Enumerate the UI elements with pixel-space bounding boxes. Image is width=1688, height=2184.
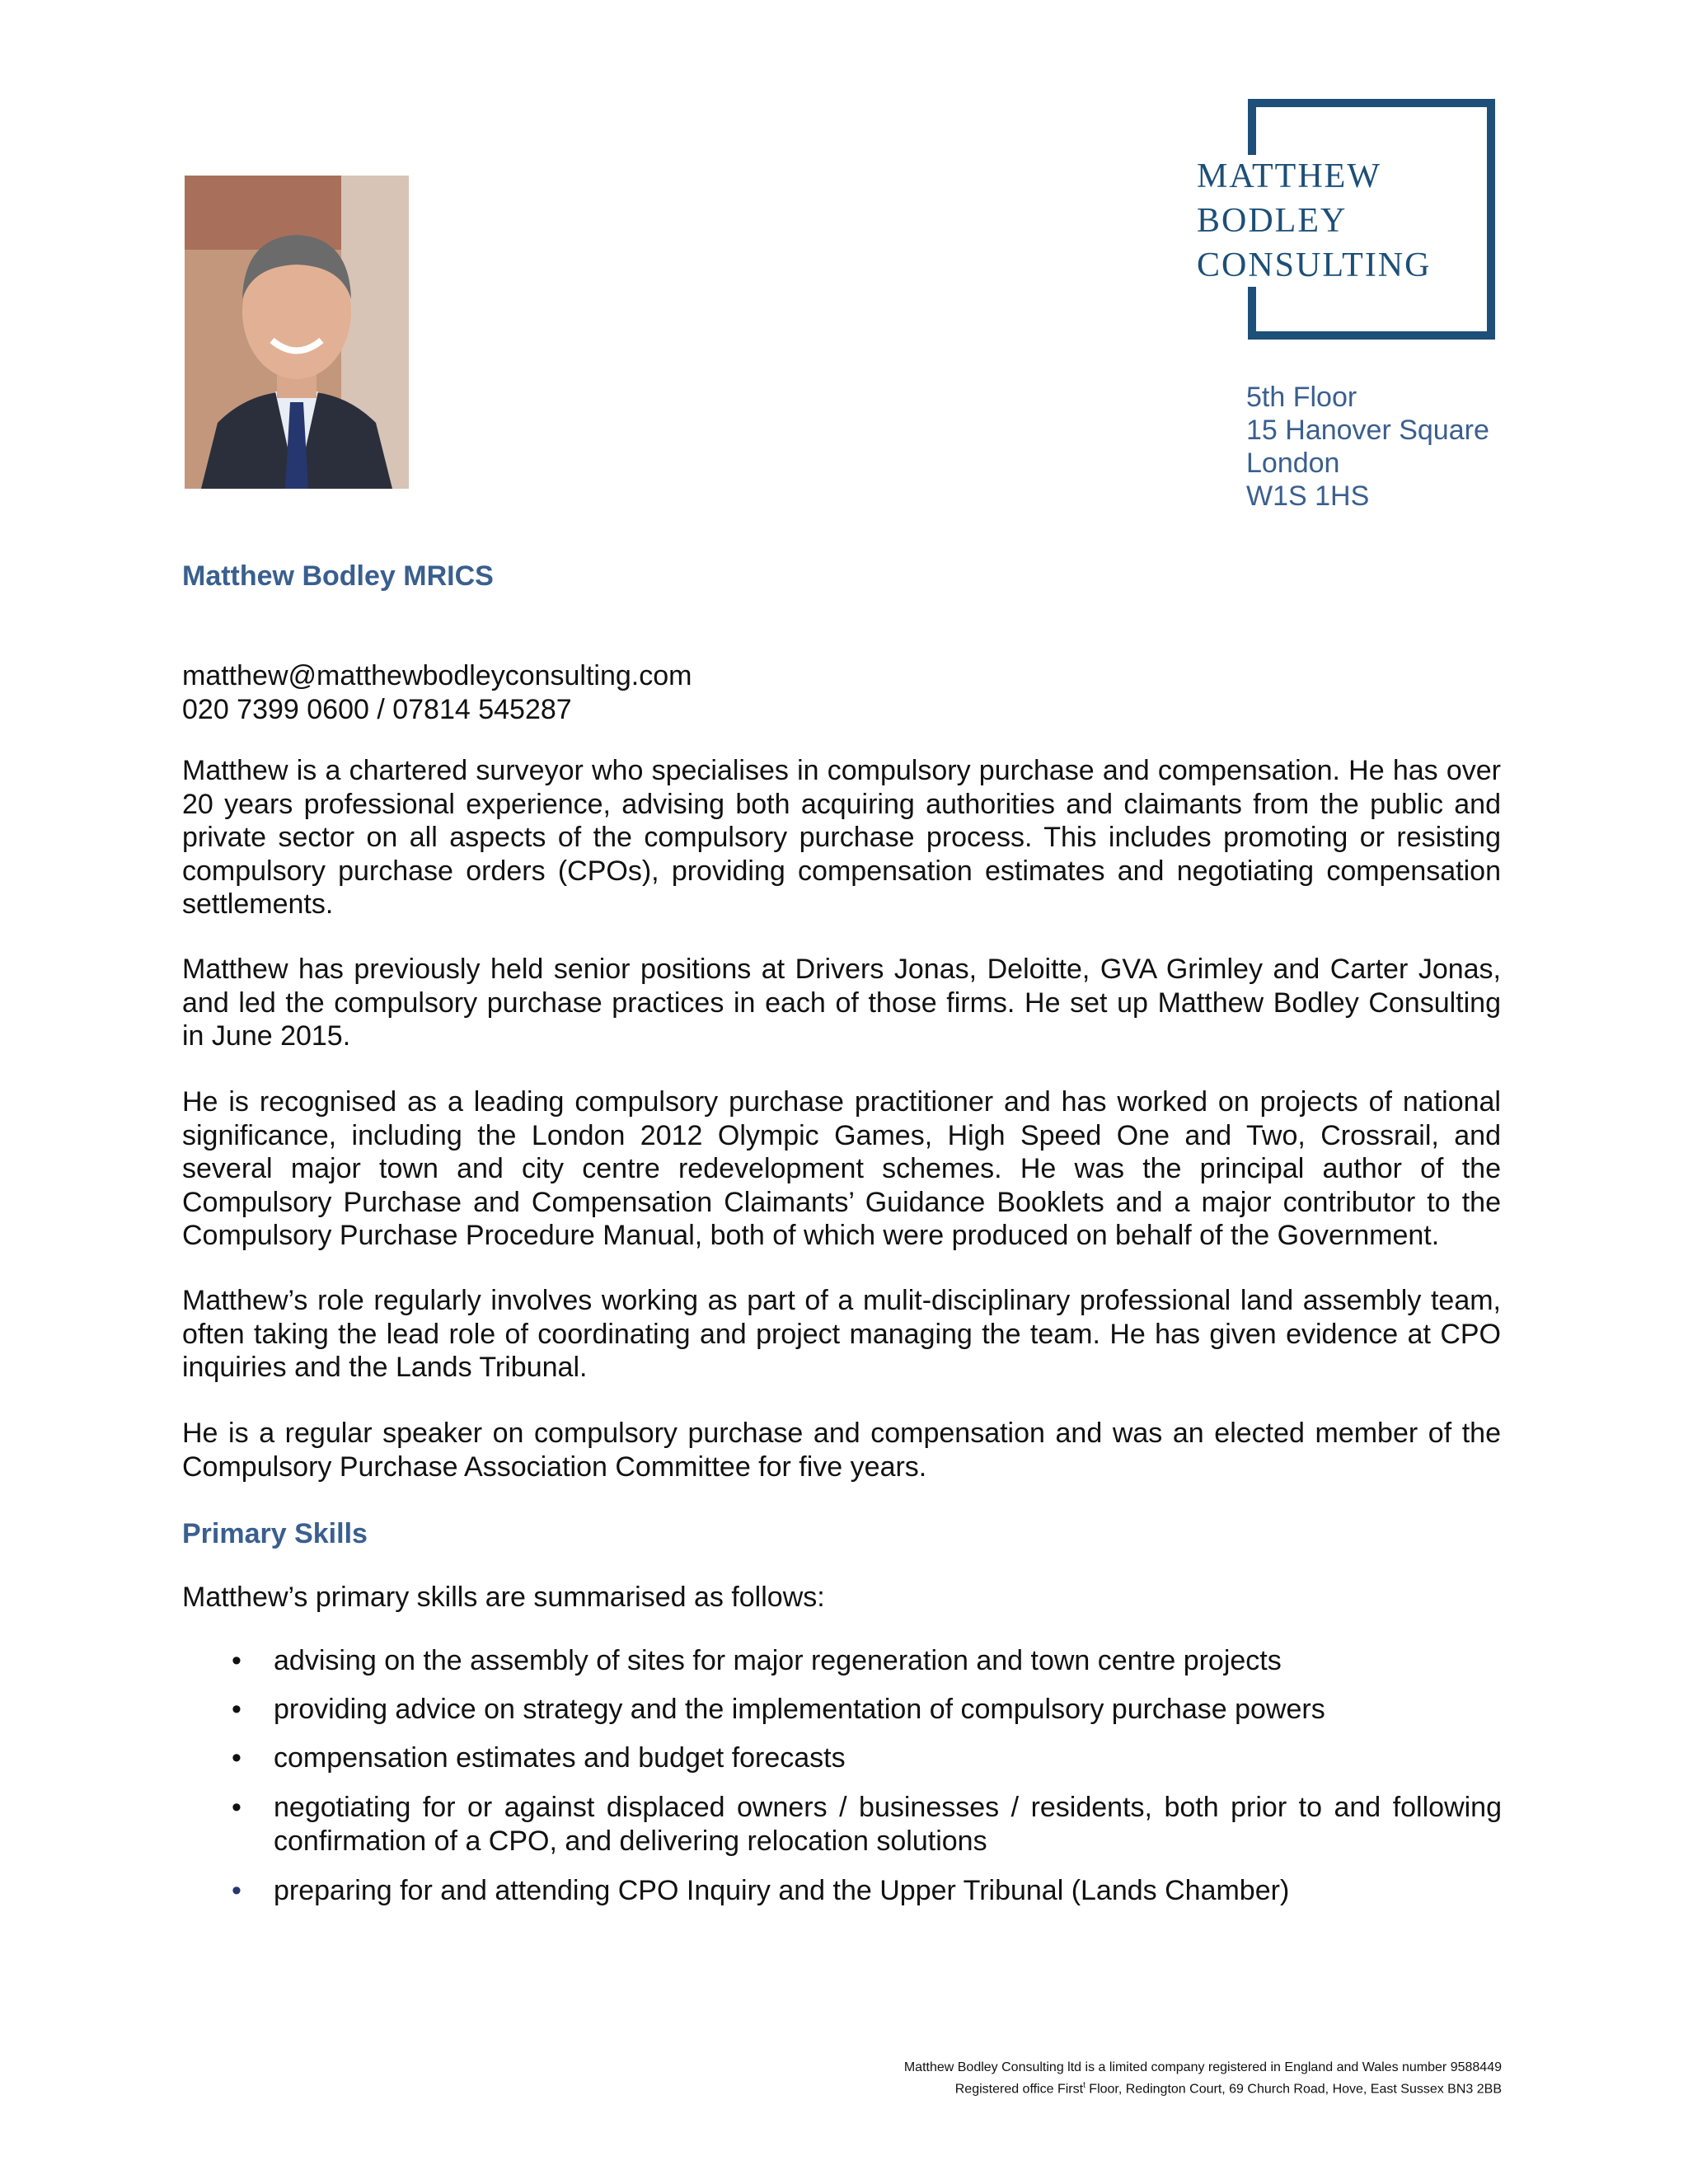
address-line: London <box>1246 448 1340 479</box>
bullet-icon: • <box>232 1645 241 1676</box>
profile-name: Matthew Bodley MRICS <box>182 560 494 592</box>
list-item-text: compensation estimates and budget forecasts <box>274 1742 846 1774</box>
bio-paragraph: He is a regular speaker on compulsory purchase and compensation and was an elected member of the Compulsory Purchase Association Committee for five years. <box>182 1418 1501 1483</box>
address-line: 15 Hanover Square <box>1246 415 1489 446</box>
bullet-icon: • <box>232 1875 241 1906</box>
profile-photo <box>185 176 409 489</box>
list-item-text: preparing for and attending CPO Inquiry and the Upper Tribunal (Lands Chamber) <box>274 1875 1290 1906</box>
bio-paragraph: Matthew has previously held senior positions at Drivers Jonas, Deloitte, GVA Grimley and Carter Jonas, and led the compulsory purchase practices in each of those firms. He set up Matthew Bodley Consulting in June 2015. <box>182 954 1501 1052</box>
footer-superscript: t <box>1083 2081 1085 2090</box>
address-line: W1S 1HS <box>1246 480 1370 512</box>
list-item-text: negotiating for or against displaced owners / businesses / residents, both prior to and following confirmation of a CPO, and delivering relocation solutions <box>274 1792 1502 1857</box>
footer-line <box>904 2077 1502 2098</box>
bullet-icon: • <box>232 1792 241 1823</box>
bullet-icon: • <box>232 1742 241 1774</box>
logo-text-line: CONSULTING <box>1192 244 1436 287</box>
contact-details <box>182 659 692 727</box>
bio-paragraph: He is recognised as a leading compulsory purchase practitioner and has worked on projects of national significance, including the London 2012 Olympic Games, High Speed One and Two, Crossrail, and several major town and city centre redevelopment schemes. He was the principal author of the Compulsory Purchase and Compensation Claimants’ Guidance Booklets and a major contributor to the Compulsory Purchase Procedure Manual, both of which were produced on behalf of the Government. <box>182 1086 1501 1251</box>
company-address <box>1246 381 1489 513</box>
skills-intro: Matthew’s primary skills are summarised as follows: <box>182 1582 825 1613</box>
footer-line: Matthew Bodley Consulting ltd is a limited company registered in England and Wales number 9588449 <box>903 2060 1502 2074</box>
logo-text-line: BODLEY <box>1192 199 1352 242</box>
section-heading: Primary Skills <box>182 1518 368 1549</box>
bio-paragraph: Matthew is a chartered surveyor who specialises in compulsory purchase and compensation. He has over 20 years professional experience, advising both acquiring authorities and claimants from the public and private sector on all aspects of the compulsory purchase process. This includes promoting or resisting compulsory purchase orders (CPOs), providing compensation estimates and negotiating compensation settlements. <box>182 755 1501 920</box>
address-line: 5th Floor <box>1246 382 1357 413</box>
phone-numbers: 020 7399 0600 / 07814 545287 <box>182 694 572 725</box>
footer-text: Registered office First <box>954 2082 1084 2097</box>
footer-text: Floor, Redington Court, 69 Church Road, Hove, East Sussex BN3 2BB <box>1085 2082 1502 2097</box>
email-address: matthew@matthewbodleyconsulting.com <box>182 660 692 691</box>
bullet-icon: • <box>232 1694 241 1725</box>
bio-paragraph: Matthew’s role regularly involves working as part of a mulit-disciplinary professional land assembly team, often taking the lead role of coordinating and project managing the team. He has given evidence at CPO inquiries and the Lands Tribunal. <box>182 1285 1501 1383</box>
page-footer <box>904 2059 1502 2098</box>
list-item-text: advising on the assembly of sites for major regeneration and town centre projects <box>274 1645 1282 1676</box>
list-item-text: providing advice on strategy and the implementation of compulsory purchase powers <box>274 1694 1325 1725</box>
logo-text-line: MATTHEW <box>1192 155 1386 198</box>
